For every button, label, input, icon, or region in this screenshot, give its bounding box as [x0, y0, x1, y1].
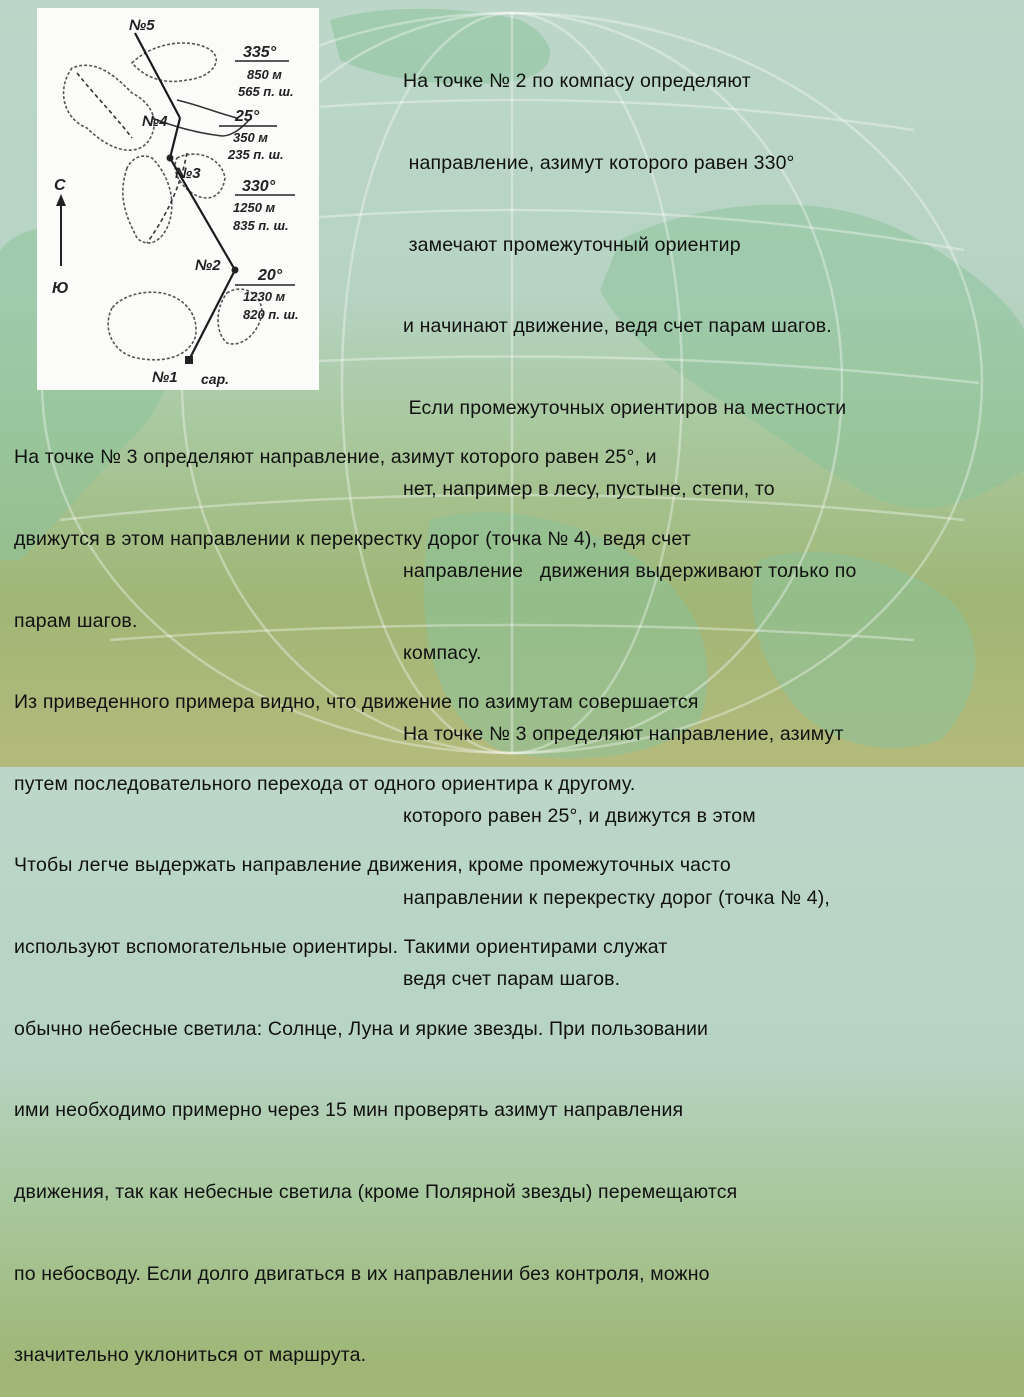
text-line: по небосводу. Если долго двигаться в их направлении без контроля, можно: [14, 1262, 710, 1285]
text-line: используют вспомогательные ориентиры. Такими ориентирами служат: [14, 936, 668, 959]
route-diagram-svg: [37, 8, 319, 390]
road-dashed: [77, 73, 132, 138]
text-line: На точке № 2 по компасу определяют: [403, 70, 751, 93]
text-line: нет, например в лесу, пустыне, степи, то: [403, 478, 775, 501]
leg1-steps: 565 п. ш.: [238, 84, 294, 99]
lower-text: [14, 390, 1014, 1397]
text-line: ведя счет парам шагов.: [403, 968, 621, 991]
route-leg: [189, 270, 235, 360]
point-label-1: №1: [152, 369, 178, 386]
forest-outline: [108, 292, 196, 360]
text-line: значительно уклониться от маршрута.: [14, 1344, 367, 1367]
point-label-2: №2: [195, 257, 221, 274]
text-line: замечают промежуточный ориентир: [403, 233, 741, 256]
text-line: направлении к перекрестку дорог (точка № 4),: [403, 886, 830, 909]
text-line: которого равен 25°, и движутся в этом: [403, 804, 756, 827]
text-line: парам шагов.: [14, 609, 138, 632]
point-marker: [232, 267, 239, 274]
leg3-steps: 835 п. ш.: [233, 218, 289, 233]
text-line: На точке № 3 определяют направление, азимут которого равен 25°, и: [14, 446, 657, 469]
text-line: ими необходимо примерно через 15 мин проверять азимут направления: [14, 1099, 684, 1122]
text-line: обычно небесные светила: Солнце, Луна и яркие звезды. При пользовании: [14, 1017, 709, 1040]
compass-north: С: [54, 177, 66, 194]
forest-outline: [132, 43, 216, 81]
forest-outline: [123, 156, 172, 243]
road: [177, 100, 237, 118]
leg4-azimuth: 20°: [258, 267, 283, 284]
leg4-steps: 820 п. ш.: [243, 307, 299, 322]
route-leg: [135, 33, 180, 118]
leg3-distance: 1250 м: [233, 200, 276, 215]
compass-south: Ю: [52, 280, 69, 297]
point-marker: [167, 155, 174, 162]
north-arrow-icon: [56, 194, 66, 266]
leg3-azimuth: 330°: [242, 178, 276, 195]
leg1-distance: 850 м: [247, 67, 282, 82]
text-line: направление, азимут которого равен 330°: [403, 152, 795, 175]
text-line: движения, так как небесные светила (кроме Полярной звезды) перемещаются: [14, 1180, 738, 1203]
point-label-3: №3: [175, 165, 201, 182]
text-line: движутся в этом направлении к перекрестку дорог (точка № 4), ведя счет: [14, 528, 691, 551]
leg2-steps: 235 п. ш.: [228, 147, 284, 162]
text-line: компасу.: [403, 641, 482, 664]
leg1-azimuth: 335°: [243, 44, 277, 61]
azimuth-route-diagram: [37, 8, 319, 390]
leg4-distance: 1230 м: [243, 289, 286, 304]
text-line: Из приведенного примера видно, что движение по азимутам совершается: [14, 691, 699, 714]
point-label-4: №4: [142, 113, 168, 130]
leg2-distance: 350 м: [233, 130, 268, 145]
text-line: Если промежуточных ориентиров на местности: [403, 396, 847, 419]
text-line: На точке № 3 определяют направление, азимут: [403, 723, 844, 746]
point-marker: [185, 356, 193, 364]
route-leg: [170, 118, 180, 158]
leg2-azimuth: 25°: [235, 108, 260, 125]
start-label: сар.: [201, 371, 230, 387]
point-label-5: №5: [129, 17, 155, 34]
forest-outline: [64, 65, 155, 150]
text-line: путем последовательного перехода от одного ориентира к другому.: [14, 772, 636, 795]
text-line: Чтобы легче выдержать направление движения, кроме промежуточных часто: [14, 854, 731, 877]
text-line: направление движения выдерживают только по: [403, 560, 857, 583]
text-line: и начинают движение, ведя счет парам шагов.: [403, 315, 832, 338]
